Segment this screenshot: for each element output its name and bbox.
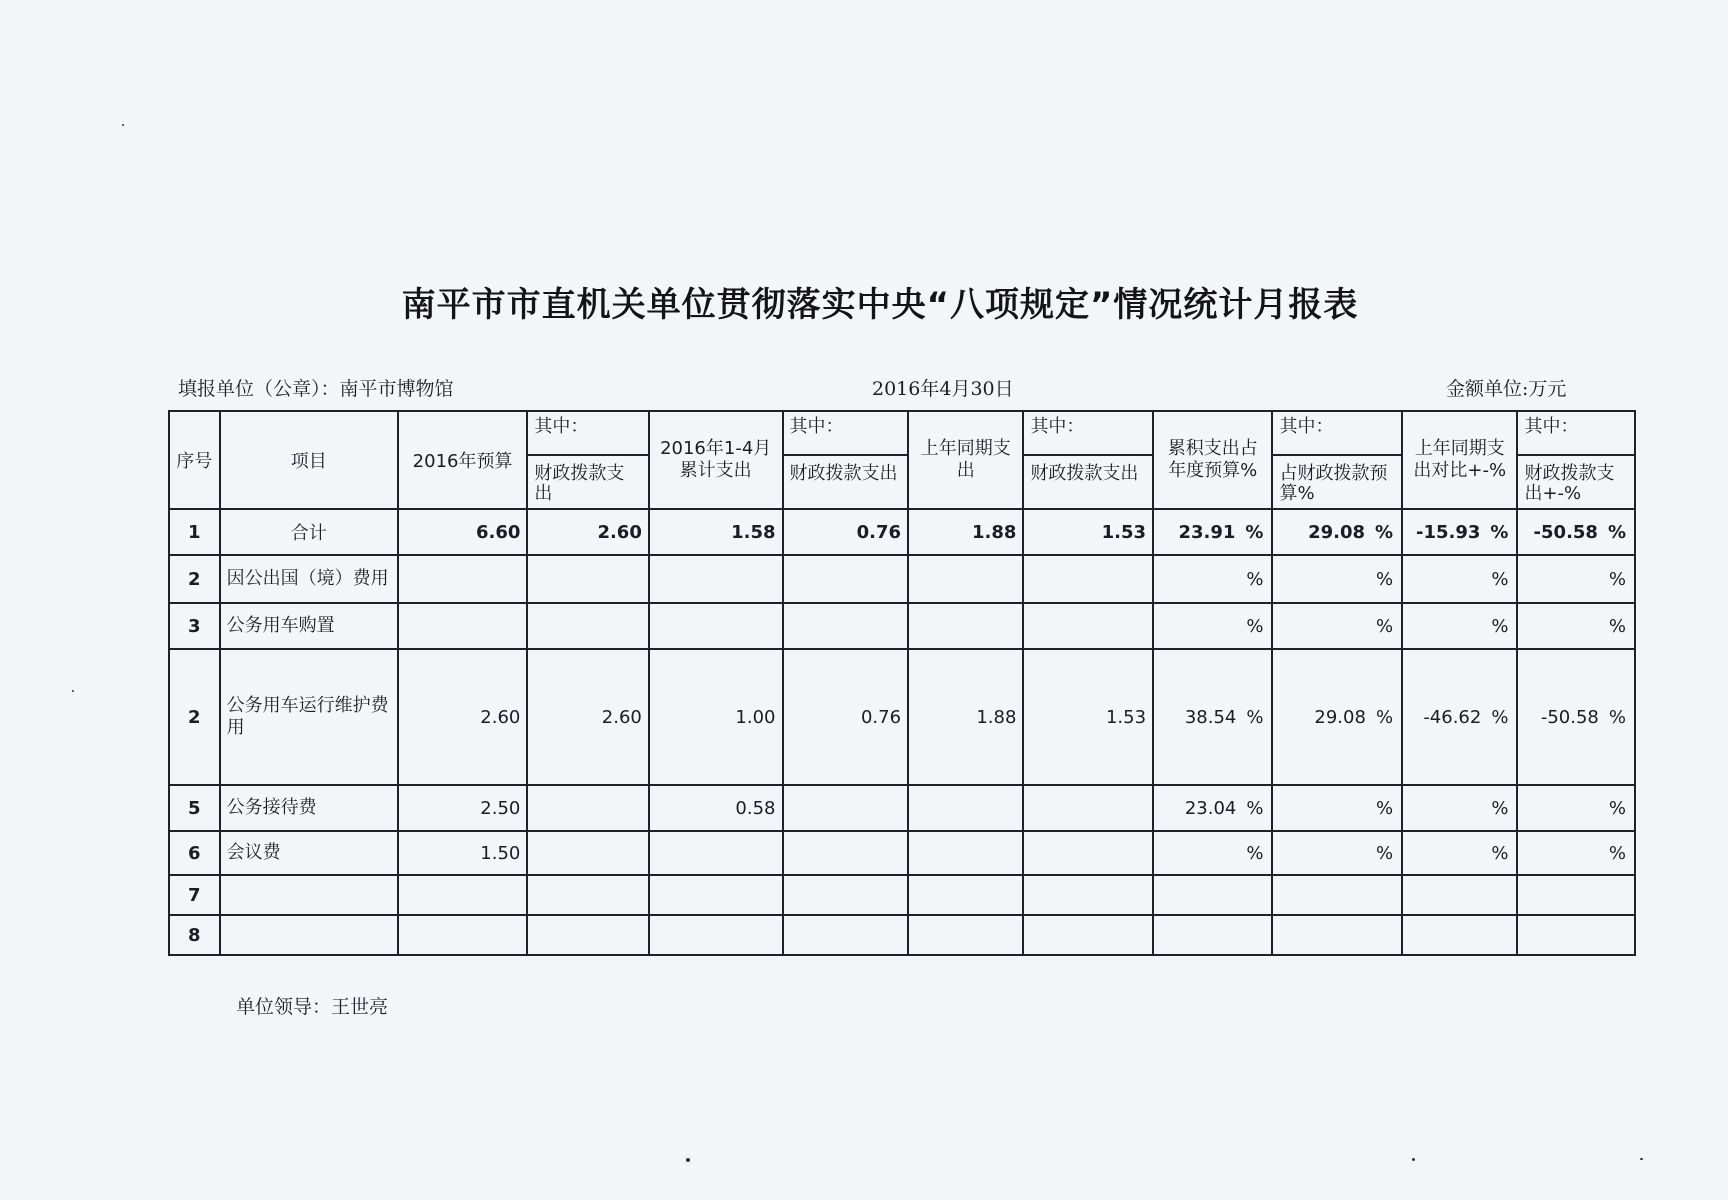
report-title: 南平市市直机关单位贯彻落实中央“八项规定”情况统计月报表 bbox=[401, 285, 1359, 325]
cell-yoy bbox=[1402, 649, 1517, 785]
cell-fiscal-pct bbox=[1272, 875, 1402, 915]
cell-cumulative-fiscal bbox=[783, 555, 909, 603]
cell-item: 公务用车购置 bbox=[220, 603, 398, 649]
cell-budget-fiscal: 2.60 bbox=[527, 509, 648, 555]
percent-symbol: % bbox=[1607, 521, 1626, 543]
cell-budget-fiscal bbox=[527, 831, 648, 875]
cell-last-year bbox=[908, 785, 1023, 831]
cell-item: 公务用车运行维护费用 bbox=[220, 649, 398, 785]
cell-budget-fiscal bbox=[527, 785, 648, 831]
cell-seq: 7 bbox=[169, 875, 220, 915]
percent-symbol: % bbox=[1491, 568, 1509, 590]
header-item: 项目 bbox=[220, 411, 398, 509]
cell-cum-pct-value: 38.54 bbox=[1184, 706, 1237, 728]
cell-budget bbox=[398, 603, 528, 649]
cell-budget-fiscal bbox=[527, 603, 648, 649]
header-of-which: 其中： bbox=[1517, 411, 1635, 455]
cell-fiscal-pct bbox=[1272, 915, 1402, 955]
cell-seq: 3 bbox=[169, 603, 220, 649]
cell-fiscal-yoy bbox=[1517, 785, 1635, 831]
cell-cumulative-fiscal bbox=[783, 915, 909, 955]
cell-cumulative bbox=[649, 603, 783, 649]
header-of-which: 其中： bbox=[783, 411, 909, 455]
cell-fiscal-pct bbox=[1272, 603, 1402, 649]
reporting-unit: 填报单位（公章）：南平市博物馆 bbox=[178, 378, 454, 400]
percent-symbol: % bbox=[1375, 615, 1394, 637]
cell-last-year: 1.88 bbox=[908, 509, 1023, 555]
header-seq: 序号 bbox=[169, 411, 220, 509]
header-fiscal-yoy-change: 财政拨款支出+-% bbox=[1517, 455, 1635, 509]
cell-cumulative-fiscal: 0.76 bbox=[783, 649, 909, 785]
percent-symbol: % bbox=[1491, 706, 1509, 728]
cell-seq: 2 bbox=[169, 555, 220, 603]
table-row bbox=[169, 785, 1635, 831]
cell-cumulative bbox=[649, 555, 783, 603]
cell-item bbox=[220, 915, 398, 955]
cell-item bbox=[220, 875, 398, 915]
header-of-which: 其中： bbox=[1272, 411, 1402, 455]
cell-seq: 1 bbox=[169, 509, 220, 555]
cell-yoy bbox=[1402, 875, 1517, 915]
cell-cum-pct bbox=[1153, 509, 1272, 555]
cell-fiscal-yoy bbox=[1517, 875, 1635, 915]
cell-cumulative: 1.58 bbox=[649, 509, 783, 555]
cell-fiscal-yoy-value: -50.58 bbox=[1533, 521, 1598, 543]
cell-budget: 6.60 bbox=[398, 509, 528, 555]
report-table bbox=[168, 410, 1636, 956]
cell-fiscal-yoy bbox=[1517, 603, 1635, 649]
report-date: 2016年4月30日 bbox=[872, 378, 1014, 400]
cell-last-year bbox=[908, 555, 1023, 603]
cell-item: 合计 bbox=[220, 509, 398, 555]
percent-symbol: % bbox=[1608, 797, 1626, 819]
cell-seq: 5 bbox=[169, 785, 220, 831]
cell-last-year bbox=[908, 875, 1023, 915]
cell-cumulative bbox=[649, 831, 783, 875]
cell-budget bbox=[398, 555, 528, 603]
cell-cumulative-fiscal bbox=[783, 831, 909, 875]
cell-fiscal-pct bbox=[1272, 785, 1402, 831]
cell-cum-pct-value: 23.04 bbox=[1184, 797, 1237, 819]
cell-cumulative-fiscal bbox=[783, 603, 909, 649]
header-cumulative-fiscal: 财政拨款支出 bbox=[783, 455, 909, 509]
header-last-year-fiscal: 财政拨款支出 bbox=[1023, 455, 1153, 509]
cell-last-year-fiscal bbox=[1023, 555, 1153, 603]
cell-cumulative: 1.00 bbox=[649, 649, 783, 785]
cell-cumulative bbox=[649, 875, 783, 915]
table-row-blank bbox=[169, 915, 1635, 955]
cell-last-year-fiscal bbox=[1023, 785, 1153, 831]
header-of-which: 其中： bbox=[527, 411, 648, 455]
percent-symbol: % bbox=[1375, 797, 1394, 819]
cell-last-year-fiscal bbox=[1023, 603, 1153, 649]
cell-cumulative: 0.58 bbox=[649, 785, 783, 831]
percent-symbol: % bbox=[1375, 521, 1394, 543]
cell-cumulative-fiscal bbox=[783, 785, 909, 831]
cell-item: 会议费 bbox=[220, 831, 398, 875]
cell-fiscal-yoy bbox=[1517, 649, 1635, 785]
cell-budget-fiscal: 2.60 bbox=[527, 649, 648, 785]
table-row-blank bbox=[169, 875, 1635, 915]
cell-yoy bbox=[1402, 831, 1517, 875]
cell-cum-pct bbox=[1153, 915, 1272, 955]
table-row bbox=[169, 831, 1635, 875]
percent-symbol: % bbox=[1608, 615, 1626, 637]
cell-budget: 2.50 bbox=[398, 785, 528, 831]
cell-yoy bbox=[1402, 509, 1517, 555]
cell-cum-pct bbox=[1153, 831, 1272, 875]
unit-leader: 单位领导：王世亮 bbox=[236, 996, 389, 1018]
percent-symbol: % bbox=[1246, 615, 1264, 637]
cell-item: 因公出国（境）费用 bbox=[220, 555, 398, 603]
cell-cum-pct-value: 23.91 bbox=[1178, 521, 1236, 543]
cell-seq: 6 bbox=[169, 831, 220, 875]
cell-cum-pct bbox=[1153, 555, 1272, 603]
cell-yoy-value: -15.93 bbox=[1416, 521, 1481, 543]
cell-budget bbox=[398, 915, 528, 955]
percent-symbol: % bbox=[1608, 568, 1626, 590]
scan-speck bbox=[1412, 1158, 1415, 1161]
cell-fiscal-pct-value: 29.08 bbox=[1314, 706, 1366, 728]
cell-fiscal-pct-value: 29.08 bbox=[1308, 521, 1365, 543]
header-fiscal-pct-budget: 占财政拨款预算% bbox=[1272, 455, 1402, 509]
cell-budget-fiscal bbox=[527, 555, 648, 603]
cell-budget-fiscal bbox=[527, 915, 648, 955]
cell-cum-pct bbox=[1153, 875, 1272, 915]
cell-yoy bbox=[1402, 603, 1517, 649]
percent-symbol: % bbox=[1375, 842, 1394, 864]
header-budget: 2016年预算 bbox=[398, 411, 528, 509]
percent-symbol: % bbox=[1246, 797, 1264, 819]
percent-symbol: % bbox=[1491, 797, 1509, 819]
cell-last-year-fiscal bbox=[1023, 875, 1153, 915]
header-of-which: 其中： bbox=[1023, 411, 1153, 455]
cell-cumulative-fiscal: 0.76 bbox=[783, 509, 909, 555]
cell-fiscal-pct bbox=[1272, 509, 1402, 555]
cell-fiscal-yoy bbox=[1517, 915, 1635, 955]
cell-fiscal-yoy bbox=[1517, 509, 1635, 555]
cell-fiscal-yoy-value: -50.58 bbox=[1540, 706, 1599, 728]
cell-budget bbox=[398, 875, 528, 915]
cell-last-year bbox=[908, 831, 1023, 875]
table-row-total bbox=[169, 509, 1635, 555]
cell-budget: 2.60 bbox=[398, 649, 528, 785]
cell-budget: 1.50 bbox=[398, 831, 528, 875]
cell-budget-fiscal bbox=[527, 875, 648, 915]
cell-last-year-fiscal: 1.53 bbox=[1023, 509, 1153, 555]
cell-yoy bbox=[1402, 555, 1517, 603]
cell-cum-pct bbox=[1153, 649, 1272, 785]
percent-symbol: % bbox=[1375, 706, 1394, 728]
header-cum-pct-budget: 累积支出占年度预算% bbox=[1153, 411, 1272, 509]
header-yoy-change: 上年同期支出对比+-% bbox=[1402, 411, 1517, 509]
percent-symbol: % bbox=[1245, 521, 1264, 543]
scan-speck bbox=[122, 124, 124, 126]
cell-fiscal-pct bbox=[1272, 831, 1402, 875]
cell-cum-pct bbox=[1153, 603, 1272, 649]
header-cumulative: 2016年1-4月累计支出 bbox=[649, 411, 783, 509]
table-row bbox=[169, 603, 1635, 649]
table-row bbox=[169, 649, 1635, 785]
cell-fiscal-yoy bbox=[1517, 555, 1635, 603]
cell-fiscal-yoy bbox=[1517, 831, 1635, 875]
cell-last-year-fiscal bbox=[1023, 831, 1153, 875]
table-row bbox=[169, 555, 1635, 603]
cell-yoy bbox=[1402, 915, 1517, 955]
percent-symbol: % bbox=[1490, 521, 1509, 543]
cell-yoy bbox=[1402, 785, 1517, 831]
percent-symbol: % bbox=[1491, 842, 1509, 864]
scan-speck bbox=[1640, 1158, 1643, 1160]
percent-symbol: % bbox=[1246, 842, 1264, 864]
cell-item: 公务接待费 bbox=[220, 785, 398, 831]
cell-cumulative-fiscal bbox=[783, 875, 909, 915]
cell-last-year bbox=[908, 603, 1023, 649]
percent-symbol: % bbox=[1375, 568, 1394, 590]
percent-symbol: % bbox=[1608, 842, 1626, 864]
percent-symbol: % bbox=[1246, 706, 1264, 728]
scan-speck bbox=[72, 690, 74, 692]
cell-yoy-value: -46.62 bbox=[1423, 706, 1482, 728]
scan-speck bbox=[686, 1158, 690, 1162]
percent-symbol: % bbox=[1491, 615, 1509, 637]
percent-symbol: % bbox=[1246, 568, 1264, 590]
table-header bbox=[169, 411, 1635, 509]
cell-seq: 8 bbox=[169, 915, 220, 955]
header-last-year: 上年同期支出 bbox=[908, 411, 1023, 509]
cell-last-year: 1.88 bbox=[908, 649, 1023, 785]
cell-seq: 2 bbox=[169, 649, 220, 785]
header-budget-fiscal: 财政拨款支出 bbox=[527, 455, 648, 509]
cell-last-year-fiscal bbox=[1023, 915, 1153, 955]
cell-cumulative bbox=[649, 915, 783, 955]
cell-fiscal-pct bbox=[1272, 555, 1402, 603]
cell-cum-pct bbox=[1153, 785, 1272, 831]
percent-symbol: % bbox=[1608, 706, 1626, 728]
cell-last-year-fiscal: 1.53 bbox=[1023, 649, 1153, 785]
amount-unit: 金额单位:万元 bbox=[1446, 378, 1567, 400]
cell-fiscal-pct bbox=[1272, 649, 1402, 785]
cell-last-year bbox=[908, 915, 1023, 955]
